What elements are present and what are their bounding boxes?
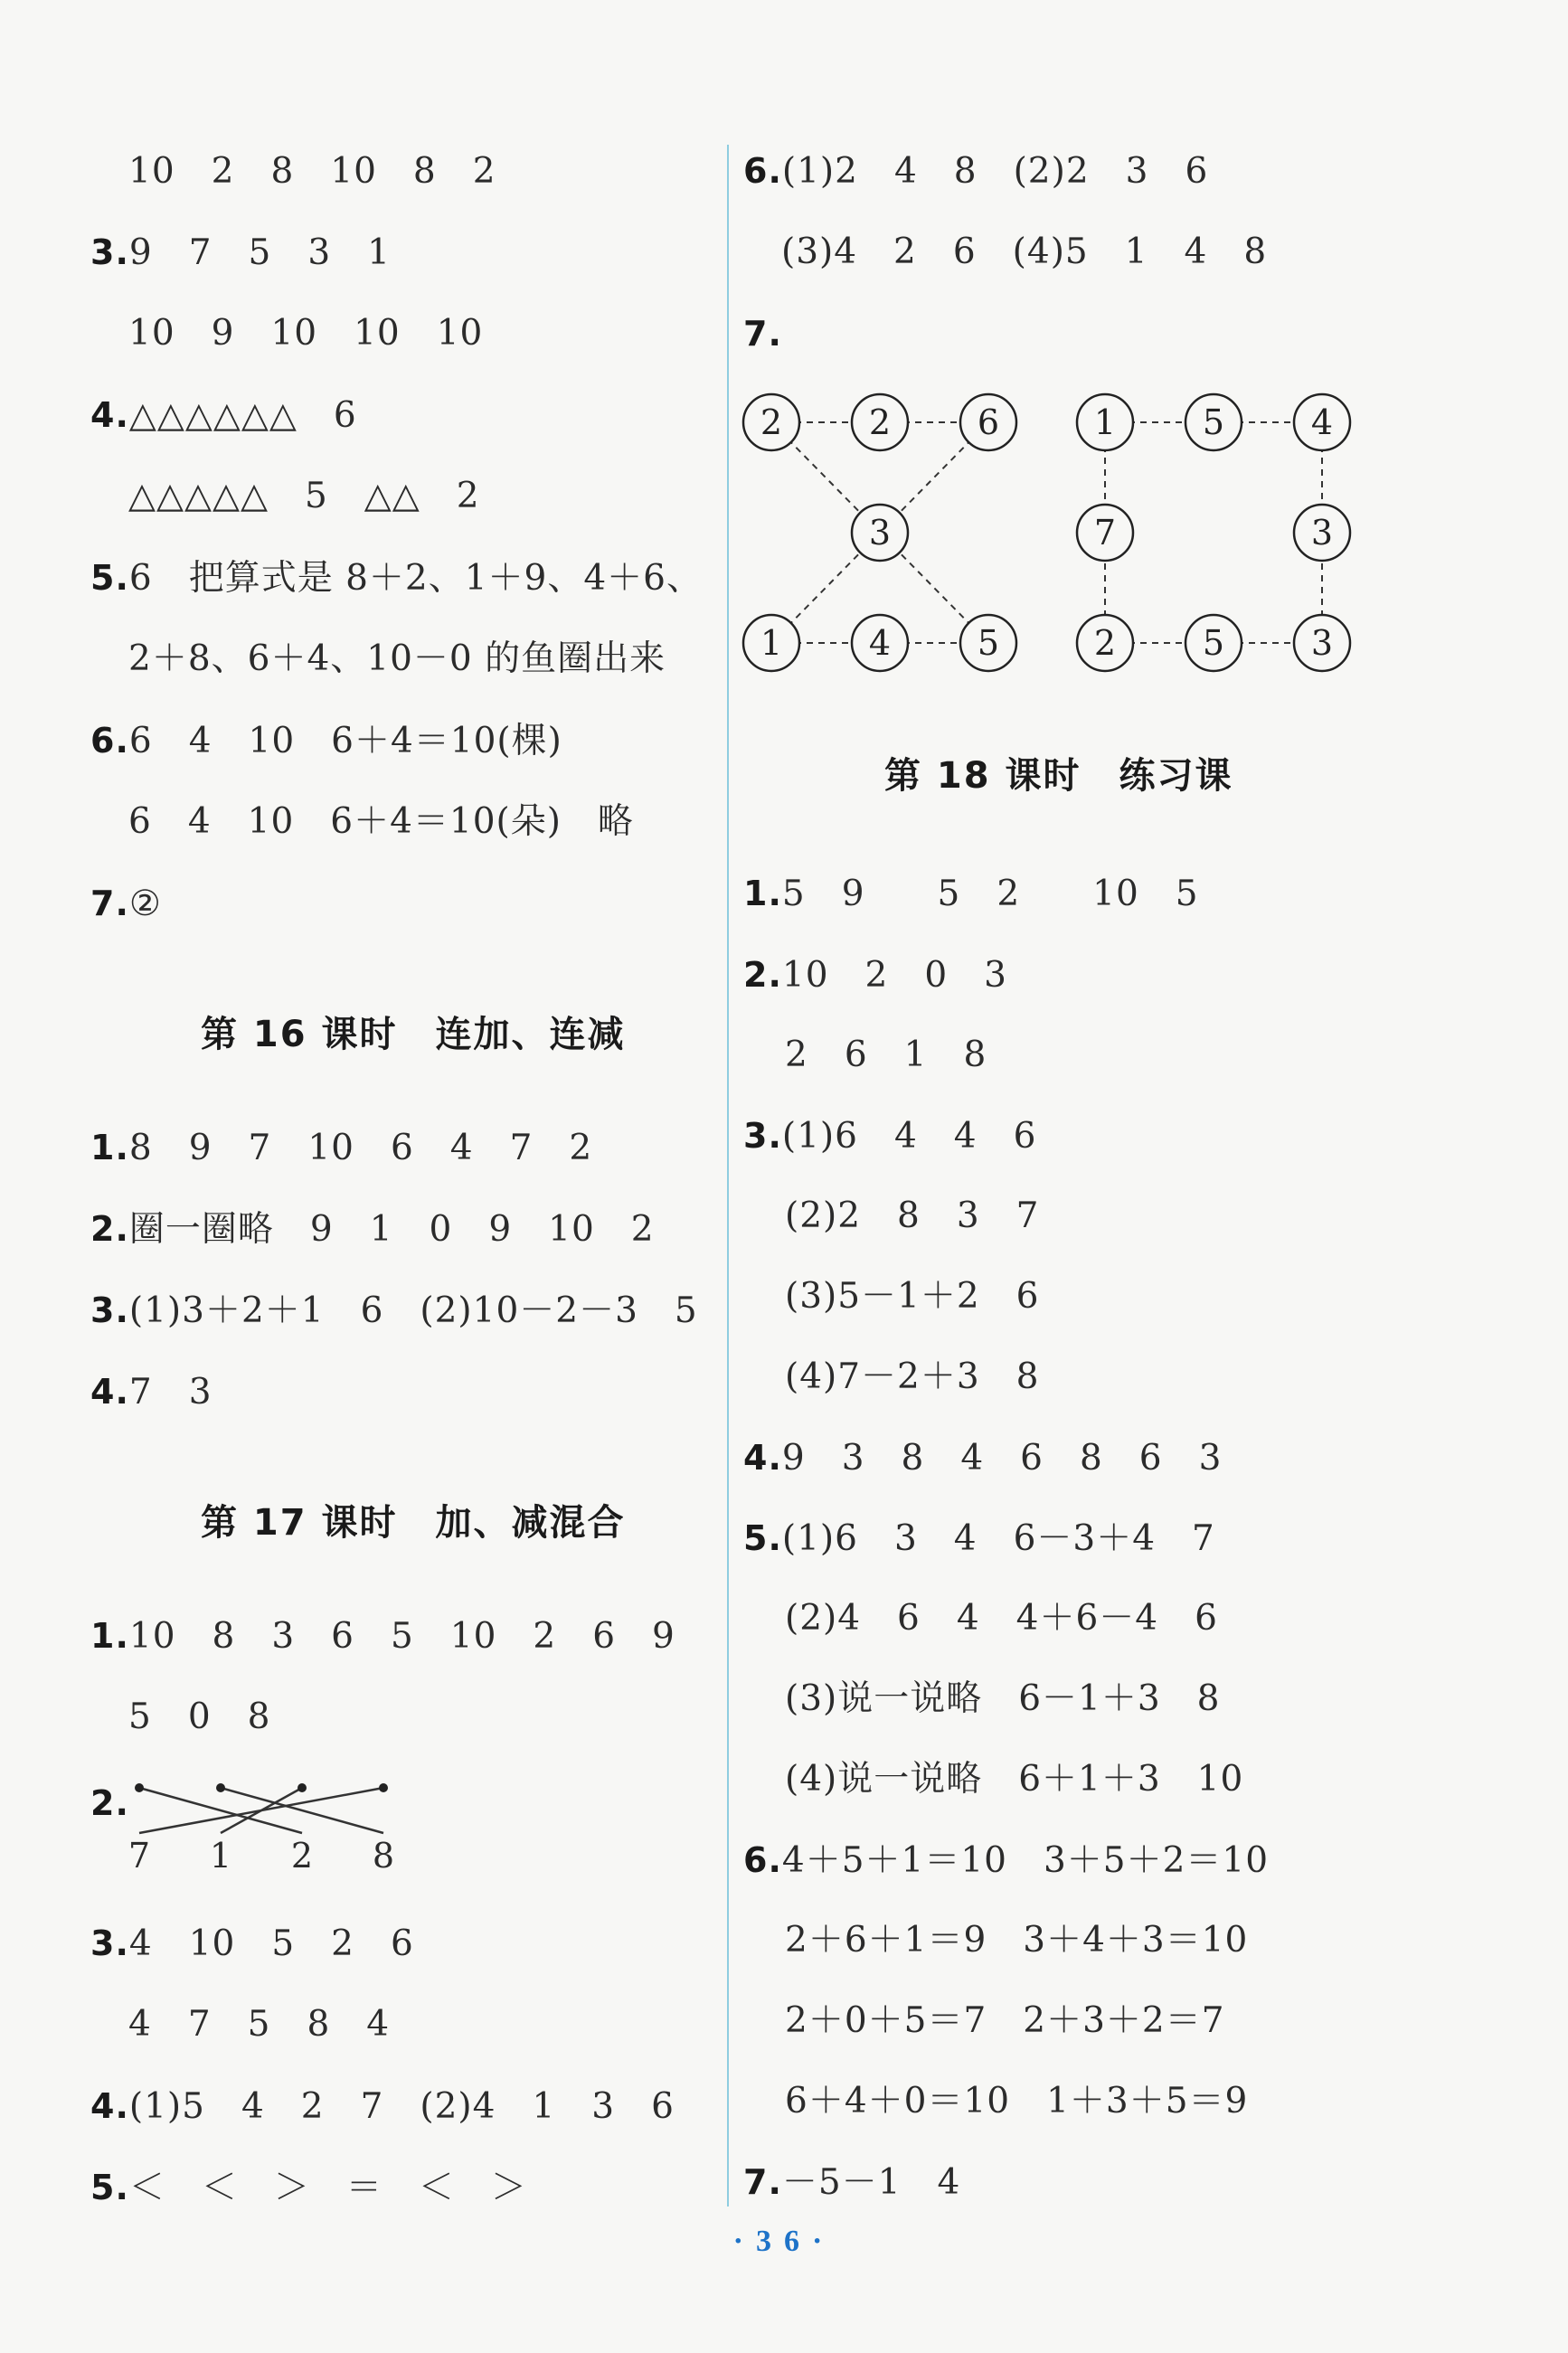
answer-text: ② <box>128 884 162 924</box>
answer-text: (1)6 3 4 6－3＋4 7 <box>781 1518 1215 1559</box>
match-dot <box>216 1783 225 1792</box>
answer-line <box>785 1758 1243 1801</box>
item-number: 4. <box>90 2086 129 2126</box>
answer-text: 5 9 5 2 10 5 <box>781 874 1199 914</box>
answer-line <box>743 1436 1222 1480</box>
answer-text: 6＋4＋0＝10 1＋3＋5＝9 <box>785 2081 1249 2121</box>
circle-number: 5 <box>1202 623 1225 663</box>
section-heading-18: 第 18 课时 练习课 <box>884 755 1233 797</box>
answer-text: 2 6 1 8 <box>785 1035 987 1075</box>
answer-line <box>128 312 483 355</box>
item-number: 3. <box>90 1290 129 1330</box>
answer-line <box>90 719 562 763</box>
answer-text: 8 9 7 10 6 4 7 2 <box>128 1128 593 1168</box>
answer-text: (1)2 4 8 (2)2 3 6 <box>781 151 1209 192</box>
circle-number: 7 <box>1093 513 1117 553</box>
item-number: 4. <box>90 1372 129 1412</box>
answer-line <box>781 231 1267 274</box>
answer-text: 6 4 10 6＋4＝10(朵) 略 <box>128 801 634 842</box>
answer-text: 9 3 8 4 6 8 6 3 <box>781 1438 1223 1479</box>
circle-number: 2 <box>760 402 783 442</box>
match-label: 7 <box>128 1836 151 1876</box>
page-footer: ·36· <box>732 2225 836 2258</box>
answer-text: 7 3 <box>128 1372 213 1413</box>
answer-text: 10 9 10 10 10 <box>128 313 484 354</box>
answer-text: (4)说一说略 6＋1＋3 10 <box>785 1759 1244 1800</box>
circle-number: 3 <box>1310 513 1334 553</box>
item-number: 1. <box>90 1128 129 1167</box>
match-dot <box>379 1783 388 1792</box>
circle-number: 1 <box>1093 402 1117 442</box>
section-heading-16: 第 16 课时 连加、连减 <box>201 1014 626 1055</box>
item-number: 1. <box>90 1616 129 1656</box>
circle-number: 6 <box>977 402 1000 442</box>
answer-line <box>90 1289 698 1333</box>
answer-line <box>128 1696 270 1739</box>
answer-line <box>90 2084 675 2129</box>
circle-number: 4 <box>868 623 892 663</box>
answer-text: 6 把算式是 8＋2、1＋9、4＋6、 <box>128 558 703 599</box>
answer-line <box>128 475 480 518</box>
item-number: 5. <box>743 1518 782 1558</box>
answer-text: (2)2 8 3 7 <box>785 1195 1040 1236</box>
match-line <box>221 1788 383 1833</box>
item-number: 5. <box>90 2168 129 2207</box>
answer-text: 5 0 8 <box>128 1696 271 1737</box>
answer-line <box>128 2003 390 2046</box>
match-label: 8 <box>372 1836 395 1876</box>
answer-line <box>743 2160 960 2205</box>
circle-number: 4 <box>1310 402 1334 442</box>
item-number: 2. <box>90 1783 129 1823</box>
answer-text: 6 4 10 6＋4＝10(棵) <box>128 721 562 761</box>
item-number: 6. <box>743 1840 782 1880</box>
item-number: 6. <box>90 721 129 761</box>
item-number: 7. <box>743 314 782 354</box>
answer-text: 4 10 5 2 6 <box>128 1923 414 1964</box>
answer-text: 4 7 5 8 4 <box>128 2004 391 2045</box>
circle-number: 1 <box>760 623 783 663</box>
number-circle-diagram-square <box>1067 384 1374 683</box>
matching-diagram <box>118 1768 407 1876</box>
answer-text: 圈一圈略 9 1 0 9 10 2 <box>128 1209 655 1250</box>
item-number: 3. <box>743 1116 782 1156</box>
circle-number: 3 <box>1310 623 1334 663</box>
answer-line <box>128 638 666 681</box>
answer-line <box>785 2080 1248 2123</box>
answer-line <box>743 1838 1269 1883</box>
item-number: 3. <box>90 232 129 272</box>
circle-number: 3 <box>868 513 892 553</box>
answer-line <box>785 1597 1218 1640</box>
answer-line <box>90 231 391 275</box>
answer-text: －5－1 4 <box>781 2162 961 2203</box>
answer-text: △△△△△ 5 △△ 2 <box>128 476 480 516</box>
match-line <box>139 1788 383 1833</box>
answer-text: (3)5－1＋2 6 <box>785 1276 1040 1317</box>
match-dot <box>135 1783 144 1792</box>
answer-line <box>785 1195 1040 1238</box>
answer-line <box>90 2166 527 2210</box>
answer-line <box>90 1614 675 1658</box>
section-heading-17: 第 17 课时 加、减混合 <box>201 1502 626 1544</box>
answer-text: (3)4 2 6 (4)5 1 4 8 <box>781 232 1268 272</box>
answer-line <box>90 556 703 600</box>
page-number: 36 <box>756 2225 812 2258</box>
match-dot <box>298 1783 307 1792</box>
match-label: 2 <box>290 1836 314 1876</box>
answer-text: (2)4 6 4 4＋6－4 6 <box>785 1598 1218 1639</box>
answer-line <box>90 393 357 438</box>
answer-line <box>785 1034 987 1077</box>
item-number: 4. <box>743 1438 782 1478</box>
answer-line <box>90 1207 655 1252</box>
item-number: 4. <box>90 395 129 435</box>
answer-line <box>90 1126 592 1170</box>
answer-line <box>743 872 1199 916</box>
answer-text: (3)说一说略 6－1＋3 8 <box>785 1678 1221 1719</box>
answer-text: ＜ ＜ ＞ ＝ ＜ ＞ <box>128 2168 527 2208</box>
item-number: 5. <box>90 558 129 598</box>
item-number: 2. <box>90 1209 129 1249</box>
answer-line <box>90 1370 213 1414</box>
answer-text: (1)3＋2＋1 6 (2)10－2－3 5 <box>128 1290 698 1331</box>
answer-line <box>743 953 1007 997</box>
answer-line <box>90 149 496 194</box>
answer-text: (1)6 4 4 6 <box>781 1116 1037 1157</box>
answer-text: 10 8 3 6 5 10 2 6 9 <box>128 1616 675 1657</box>
answer-text: 10 2 8 10 8 2 <box>128 151 496 192</box>
answer-line <box>128 800 634 844</box>
item-number: 3. <box>90 1923 129 1963</box>
answer-line <box>785 1356 1040 1399</box>
item-number: 7. <box>90 884 129 923</box>
answer-line <box>90 1922 414 1966</box>
answer-text: 4＋5＋1＝10 3＋5＋2＝10 <box>781 1840 1270 1881</box>
number-circle-diagram-x <box>737 384 1063 683</box>
answer-text: 10 2 0 3 <box>781 955 1007 996</box>
column-divider <box>727 145 729 2207</box>
item-number: 6. <box>743 151 782 191</box>
answer-text: 2＋6＋1＝9 3＋4＋3＝10 <box>785 1920 1249 1961</box>
answer-line <box>743 1517 1215 1561</box>
match-line <box>139 1788 302 1833</box>
item-number: 2. <box>743 955 782 995</box>
circle-number: 5 <box>1202 402 1225 442</box>
circle-number: 5 <box>977 623 1000 663</box>
answer-text: 2＋8、6＋4、10－0 的鱼圈出来 <box>128 638 666 679</box>
item-number: 7. <box>743 2162 782 2202</box>
answer-line <box>785 1999 1225 2043</box>
circle-number: 2 <box>868 402 892 442</box>
answer-line <box>743 312 782 356</box>
answer-line <box>785 1677 1221 1721</box>
circle-number: 2 <box>1093 623 1117 663</box>
item-number: 1. <box>743 874 782 913</box>
answer-text: (4)7－2＋3 8 <box>785 1356 1040 1397</box>
answer-text: 2＋0＋5＝7 2＋3＋2＝7 <box>785 2000 1225 2041</box>
answer-line <box>743 1114 1036 1158</box>
answer-line <box>743 149 1208 194</box>
answer-line <box>785 1275 1040 1318</box>
answer-text: (1)5 4 2 7 (2)4 1 3 6 <box>128 2086 675 2127</box>
answer-line <box>90 882 162 926</box>
answer-text: △△△△△△ 6 <box>128 395 357 436</box>
answer-text: 9 7 5 3 1 <box>128 232 391 273</box>
match-label: 1 <box>209 1836 232 1876</box>
answer-line <box>785 1919 1248 1962</box>
